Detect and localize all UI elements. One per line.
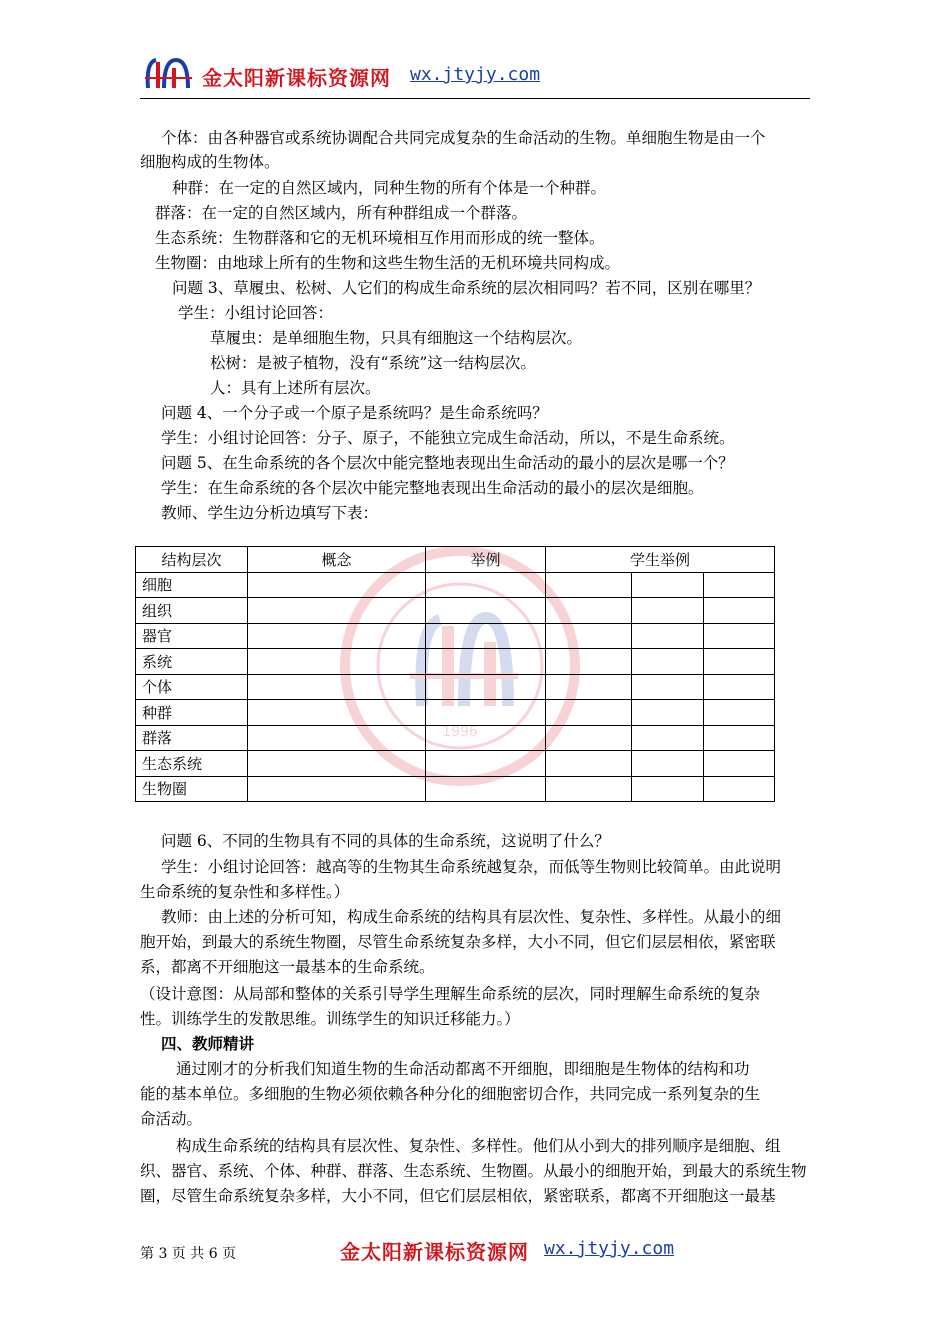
text-line: 学生：在生命系统的各个层次中能完整地表现出生命活动的最小的层次是细胞。 <box>161 479 704 497</box>
empty-cell <box>546 700 632 726</box>
text-line: 问题 3、草履虫、松树、人它们的构成生命系统的层次相同吗？若不同，区别在哪里？ <box>172 279 761 297</box>
text-line: 性。训练学生的发散思维。训练学生的知识迁移能力。） <box>140 1010 520 1028</box>
text-line: 个体：由各种器官或系统协调配合共同完成复杂的生命活动的生物。单细胞生物是由一个 <box>161 129 766 147</box>
empty-cell <box>546 649 632 675</box>
empty-cell <box>704 700 775 726</box>
table-row <box>136 598 775 624</box>
empty-cell <box>704 598 775 624</box>
empty-cell <box>248 623 426 649</box>
empty-cell <box>546 725 632 751</box>
row-label-cell: 细胞 <box>136 572 248 598</box>
text-line: 细胞构成的生物体。 <box>140 153 280 171</box>
empty-cell <box>546 623 632 649</box>
text-line: 胞开始，到最大的系统生物圈，尽管生命系统复杂多样，大小不同，但它们层层相依，紧密联 <box>140 933 776 951</box>
footer-brand: 金太阳新课标资源网 <box>340 1240 529 1264</box>
empty-cell <box>546 674 632 700</box>
row-label-cell: 组织 <box>136 598 248 624</box>
table-row <box>136 572 775 598</box>
text-line: 问题 5、在生命系统的各个层次中能完整地表现出生命活动的最小的层次是哪一个？ <box>161 454 734 472</box>
empty-cell <box>248 751 426 777</box>
page-header <box>140 52 810 99</box>
header-cell-student-example: 学生举例 <box>546 547 775 573</box>
jty-logo-icon <box>144 54 194 94</box>
text-line: 能的基本单位。多细胞的生物必须依赖各种分化的细胞密切合作，共同完成一系列复杂的生 <box>140 1085 761 1103</box>
empty-cell <box>248 776 426 802</box>
header-cell-level: 结构层次 <box>136 547 248 573</box>
text-line: （设计意图：从局部和整体的关系引导学生理解生命系统的层次，同时理解生命系统的复杂 <box>140 985 761 1003</box>
text-line: 教师：由上述的分析可知，构成生命系统的结构具有层次性、复杂性、多样性。从最小的细 <box>161 908 782 926</box>
text-line: 命活动。 <box>140 1110 203 1128</box>
text-line: 构成生命系统的结构具有层次性、复杂性、多样性。他们从小到大的排列顺序是细胞、组 <box>176 1137 781 1155</box>
row-label-cell: 系统 <box>136 649 248 675</box>
empty-cell <box>546 751 632 777</box>
table-row <box>136 700 775 726</box>
empty-cell <box>632 674 704 700</box>
empty-cell <box>546 776 632 802</box>
text-line: 生物圈：由地球上所有的生物和这些生物生活的无机环境共同构成。 <box>155 254 621 272</box>
text-line: 人：具有上述所有层次。 <box>210 379 381 397</box>
text-line: 通过刚才的分析我们知道生物的生命活动都离不开细胞，即细胞是生物体的结构和功 <box>176 1060 750 1078</box>
row-label-cell: 群落 <box>136 725 248 751</box>
text-line: 生命系统的复杂性和多样性。） <box>140 883 350 901</box>
watermark-year: 1996 <box>442 724 478 740</box>
empty-cell <box>426 572 546 598</box>
empty-cell <box>632 649 704 675</box>
table-row <box>136 649 775 675</box>
structure-levels-table <box>135 546 775 802</box>
text-line: 圈，尽管生命系统复杂多样，大小不同，但它们层层相依，紧密联系，都离不开细胞这一最基 <box>140 1187 776 1205</box>
empty-cell <box>632 598 704 624</box>
page-number: 第 3 页 共 6 页 <box>140 1246 237 1262</box>
text-line: 问题 4、一个分子或一个原子是系统吗？是生命系统吗？ <box>161 404 548 422</box>
text-line: 学生：小组讨论回答：分子、原子，不能独立完成生命活动，所以，不是生命系统。 <box>161 429 735 447</box>
empty-cell <box>704 623 775 649</box>
empty-cell <box>632 700 704 726</box>
table-row <box>136 674 775 700</box>
text-line: 织、器官、系统、个体、种群、群落、生态系统、生物圈。从最小的细胞开始，到最大的系统生物 <box>140 1162 807 1180</box>
text-line: 群落：在一定的自然区域内，所有种群组成一个群落。 <box>155 204 528 222</box>
empty-cell <box>704 674 775 700</box>
table-row <box>136 776 775 802</box>
header-cell-concept: 概念 <box>248 547 426 573</box>
empty-cell <box>704 751 775 777</box>
empty-cell <box>248 700 426 726</box>
text-line: 草履虫：是单细胞生物，只具有细胞这一个结构层次。 <box>210 329 583 347</box>
row-label-cell: 生态系统 <box>136 751 248 777</box>
table-row <box>136 751 775 777</box>
empty-cell <box>248 572 426 598</box>
section-heading: 四、教师精讲 <box>161 1034 255 1053</box>
empty-cell <box>704 572 775 598</box>
empty-cell <box>632 623 704 649</box>
empty-cell <box>704 776 775 802</box>
empty-cell <box>632 776 704 802</box>
empty-cell <box>632 572 704 598</box>
empty-cell <box>248 598 426 624</box>
empty-cell <box>426 623 546 649</box>
text-line: 生态系统：生物群落和它的无机环境相互作用而形成的统一整体。 <box>155 229 605 247</box>
table-row <box>136 623 775 649</box>
empty-cell <box>546 598 632 624</box>
header-site-link[interactable]: wx.jtyjy.com <box>410 64 541 85</box>
footer-site-link[interactable]: wx.jtyjy.com <box>544 1238 675 1259</box>
empty-cell <box>426 725 546 751</box>
row-label-cell: 个体 <box>136 674 248 700</box>
text-line: 系，都离不开细胞这一最基本的生命系统。 <box>140 958 435 976</box>
row-label-cell: 器官 <box>136 623 248 649</box>
header-brand: 金太阳新课标资源网 <box>202 66 391 90</box>
empty-cell <box>632 751 704 777</box>
empty-cell <box>426 700 546 726</box>
empty-cell <box>248 674 426 700</box>
table-header-row <box>136 547 775 573</box>
empty-cell <box>632 725 704 751</box>
empty-cell <box>426 776 546 802</box>
empty-cell <box>248 649 426 675</box>
empty-cell <box>248 725 426 751</box>
empty-cell <box>426 649 546 675</box>
text-line: 种群：在一定的自然区域内，同种生物的所有个体是一个种群。 <box>172 179 607 197</box>
empty-cell <box>426 751 546 777</box>
text-line: 教师、学生边分析边填写下表： <box>161 504 379 522</box>
text-line: 学生：小组讨论回答：越高等的生物其生命系统越复杂，而低等生物则比较简单。由此说明 <box>161 858 782 876</box>
table-row <box>136 725 775 751</box>
header-cell-example: 举例 <box>426 547 546 573</box>
row-label-cell: 种群 <box>136 700 248 726</box>
empty-cell <box>426 674 546 700</box>
text-line: 问题 6、不同的生物具有不同的具体的生命系统，这说明了什么？ <box>161 832 610 850</box>
empty-cell <box>546 572 632 598</box>
empty-cell <box>704 725 775 751</box>
text-line: 松树：是被子植物，没有“系统”这一结构层次。 <box>210 354 536 372</box>
text-line: 学生：小组讨论回答： <box>178 304 334 322</box>
empty-cell <box>426 598 546 624</box>
row-label-cell: 生物圈 <box>136 776 248 802</box>
empty-cell <box>704 649 775 675</box>
